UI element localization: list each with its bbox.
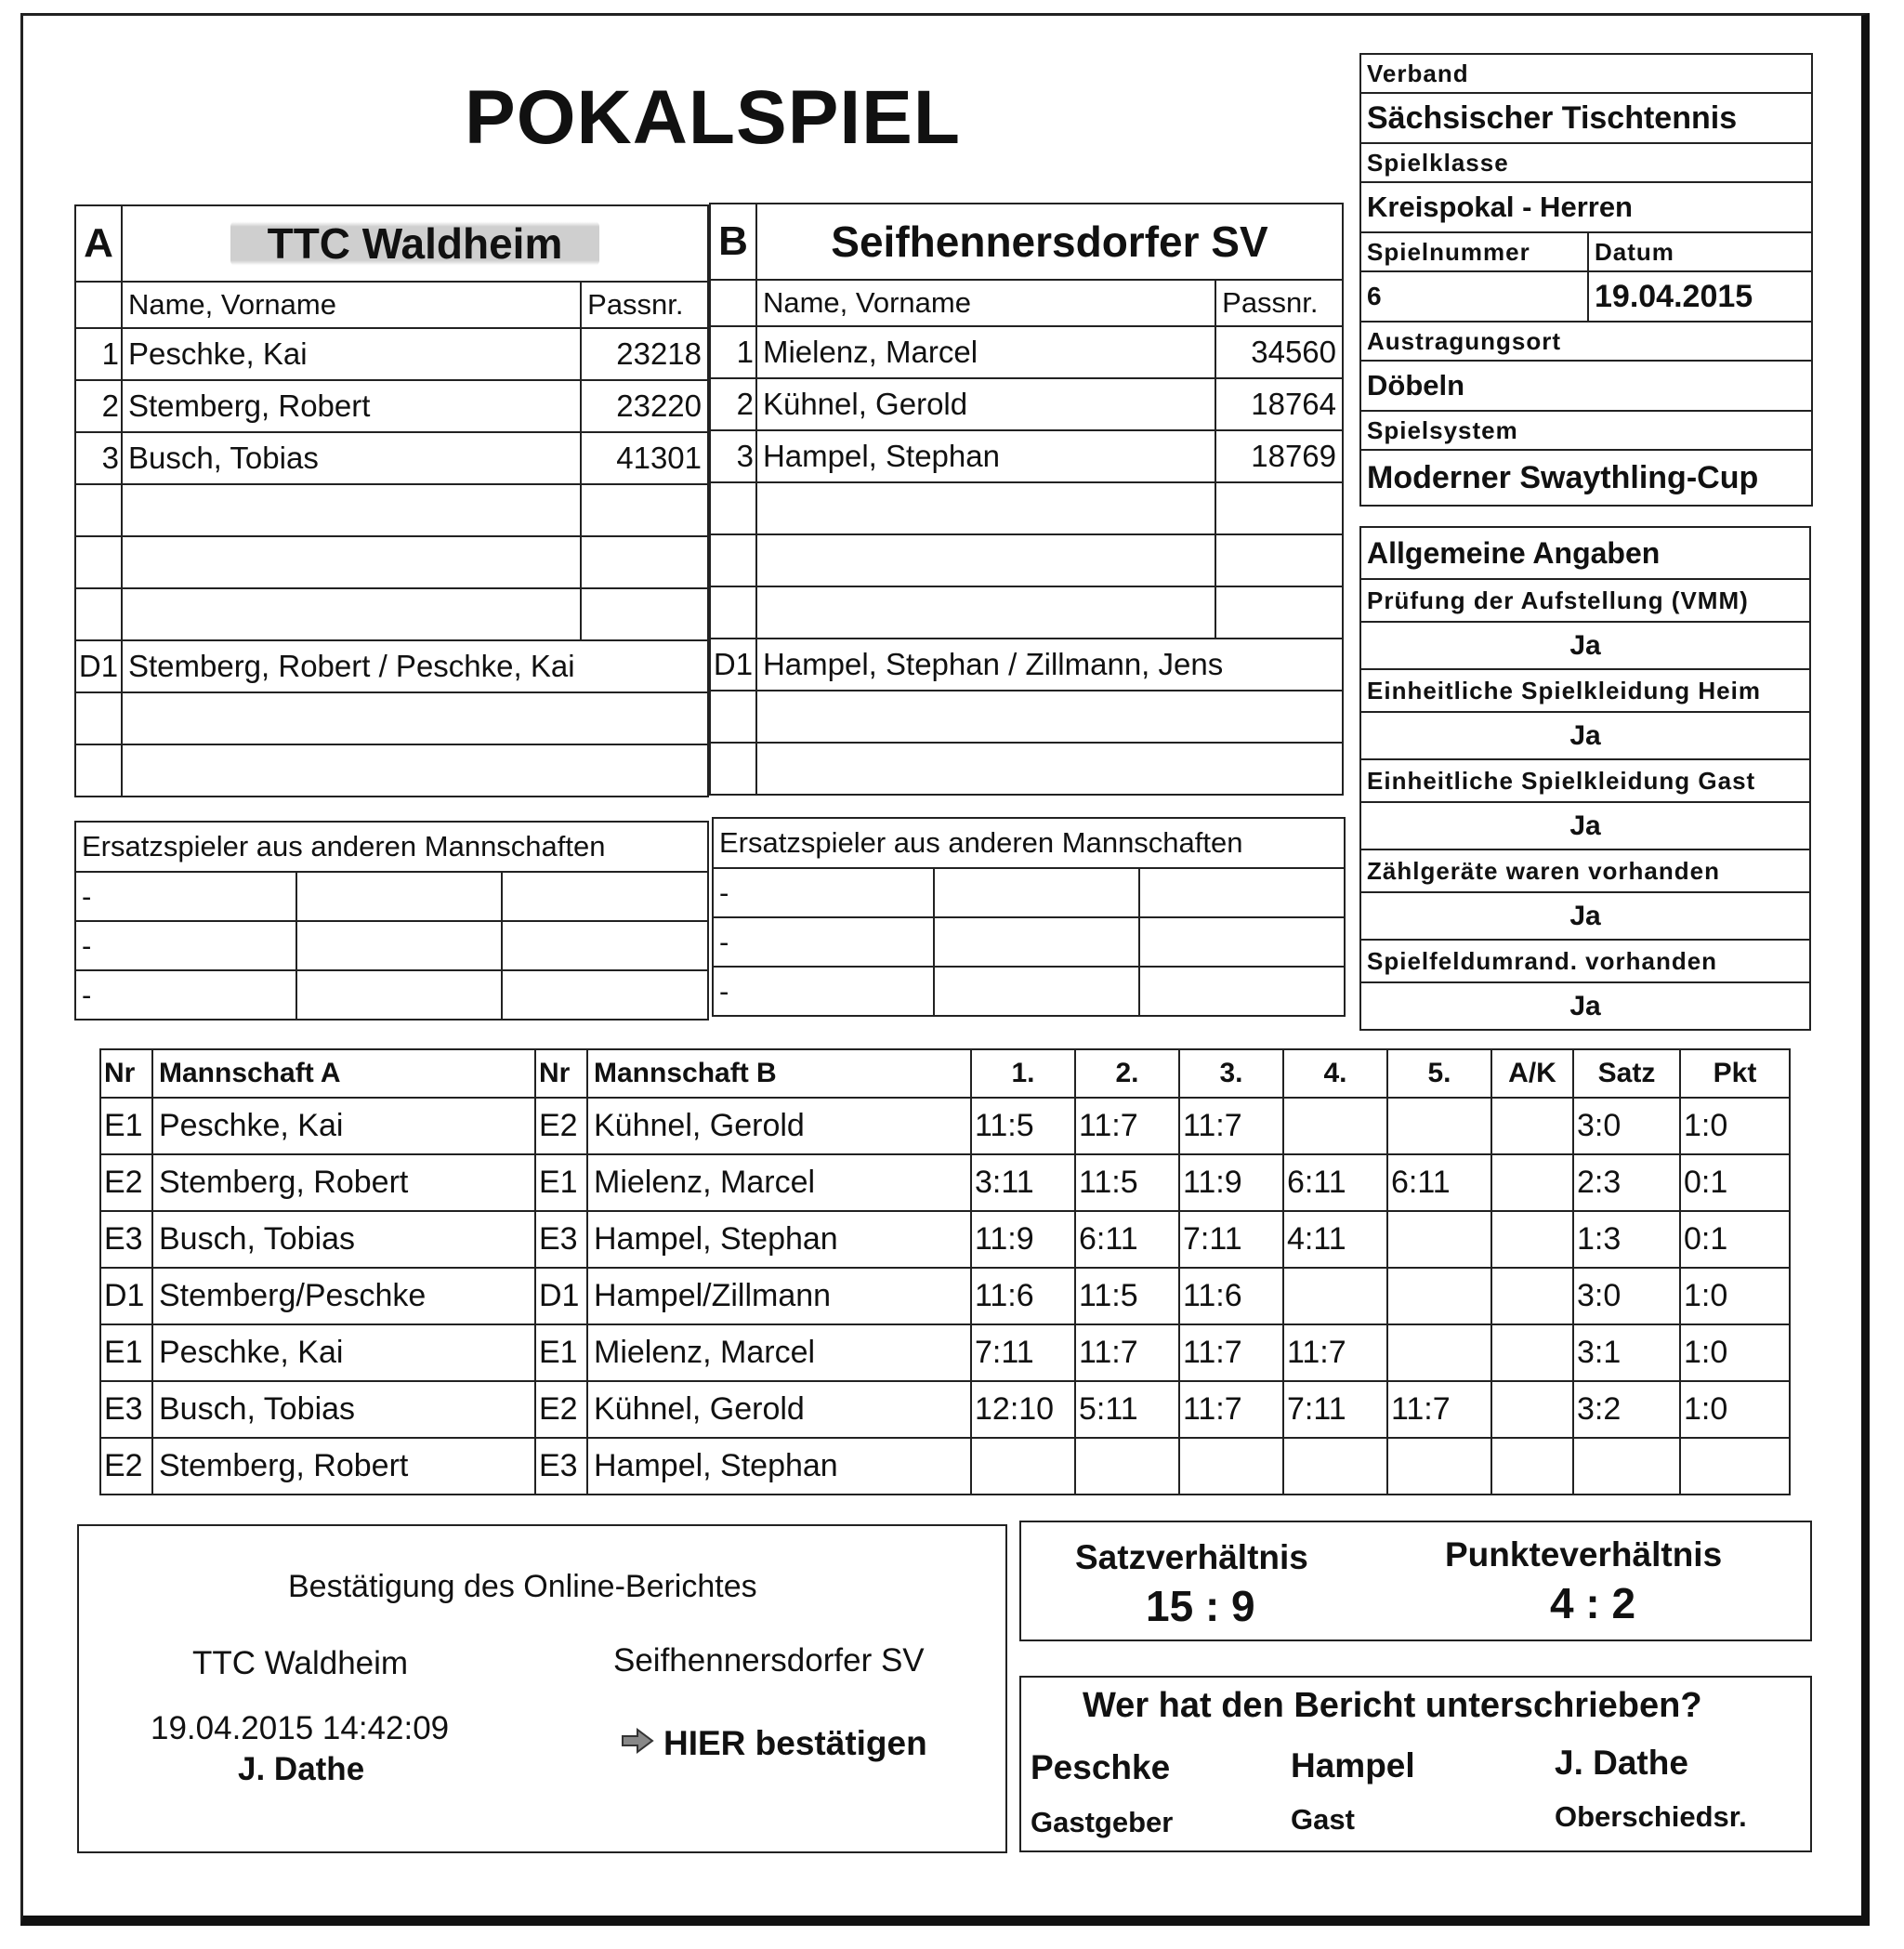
player-num: 1 <box>75 328 122 380</box>
set-score: 5:11 <box>1075 1381 1179 1438</box>
player-num: 3 <box>710 430 756 482</box>
team-a-player-row <box>75 432 708 484</box>
signatures-question: Wer hat den Bericht unterschrieben? <box>1083 1686 1702 1725</box>
team-b-col-pass: Passnr. <box>1215 280 1343 326</box>
player-name: Hampel, Stephan <box>756 430 1215 482</box>
double-pair: Hampel, Stephan / Zillmann, Jens <box>756 639 1343 691</box>
player-num: 1 <box>710 326 756 378</box>
empty-row <box>710 482 1343 534</box>
set-score: 11:5 <box>971 1098 1075 1154</box>
match-pkt: 0:1 <box>1680 1211 1790 1268</box>
satz-label: Satzverhältnis <box>1075 1538 1308 1576</box>
match-player-b: Mielenz, Marcel <box>587 1154 971 1211</box>
match-satz: 3:0 <box>1573 1098 1680 1154</box>
empty-row <box>710 743 1343 795</box>
set-score: 11:7 <box>1179 1098 1283 1154</box>
set-score: 11:7 <box>1387 1381 1491 1438</box>
empty-row <box>710 534 1343 586</box>
set-score: 11:9 <box>1179 1154 1283 1211</box>
set-score: 3:11 <box>971 1154 1075 1211</box>
team-a-name: TTC Waldheim <box>230 219 600 268</box>
set-score: 12:10 <box>971 1381 1075 1438</box>
match-pkt: 1:0 <box>1680 1098 1790 1154</box>
header-team-b: Mannschaft B <box>587 1049 971 1098</box>
general-item-value: Ja <box>1360 712 1810 759</box>
punkte-label: Punkteverhältnis <box>1445 1535 1723 1574</box>
match-info-panel <box>1359 53 1813 507</box>
set-score <box>1387 1438 1491 1495</box>
match-player-b: Mielenz, Marcel <box>587 1324 971 1381</box>
ersatz-b-table <box>712 817 1346 1017</box>
empty-row <box>75 692 708 744</box>
ersatz-entry: - <box>713 967 934 1016</box>
empty-row <box>710 586 1343 639</box>
spielsystem-label: Spielsystem <box>1360 411 1812 450</box>
set-score <box>1283 1098 1387 1154</box>
match-nr-b: E3 <box>535 1211 587 1268</box>
player-pass: 23218 <box>581 328 708 380</box>
match-pkt: 1:0 <box>1680 1324 1790 1381</box>
team-a-player-row <box>75 328 708 380</box>
arrow-right-icon <box>621 1724 656 1763</box>
set-score: 7:11 <box>971 1324 1075 1381</box>
match-ak <box>1491 1098 1573 1154</box>
match-satz: 3:2 <box>1573 1381 1680 1438</box>
empty-row <box>75 744 708 797</box>
spielklasse-label: Spielklasse <box>1360 143 1812 182</box>
datum-label: Datum <box>1588 232 1812 271</box>
ort-value: Döbeln <box>1360 361 1812 411</box>
set-score <box>1283 1268 1387 1324</box>
player-name: Kühnel, Gerold <box>756 378 1215 430</box>
match-satz <box>1573 1438 1680 1495</box>
team-b-col-name: Name, Vorname <box>756 280 1215 326</box>
verband-label: Verband <box>1360 54 1812 93</box>
set-score: 6:11 <box>1387 1154 1491 1211</box>
team-b-player-row <box>710 326 1343 378</box>
set-score: 11:5 <box>1075 1268 1179 1324</box>
header-set-4: 4. <box>1283 1049 1387 1098</box>
general-item-value: Ja <box>1360 982 1810 1030</box>
match-pkt: 1:0 <box>1680 1268 1790 1324</box>
match-pkt: 1:0 <box>1680 1381 1790 1438</box>
match-nr-b: D1 <box>535 1268 587 1324</box>
set-score: 7:11 <box>1179 1211 1283 1268</box>
signer-name: Peschke <box>1031 1748 1171 1786</box>
match-row <box>100 1324 1790 1381</box>
match-nr-b: E1 <box>535 1324 587 1381</box>
set-score <box>1387 1211 1491 1268</box>
ersatz-entry: - <box>713 868 934 917</box>
match-pkt: 0:1 <box>1680 1154 1790 1211</box>
set-score: 11:5 <box>1075 1154 1179 1211</box>
set-score: 11:7 <box>1179 1381 1283 1438</box>
player-pass: 18764 <box>1215 378 1343 430</box>
set-score: 11:9 <box>971 1211 1075 1268</box>
match-player-a: Peschke, Kai <box>152 1098 535 1154</box>
empty-row <box>710 691 1343 743</box>
match-nr-b: E1 <box>535 1154 587 1211</box>
confirm-button[interactable] <box>621 1724 927 1763</box>
team-b-letter: B <box>710 204 756 280</box>
header-set-5: 5. <box>1387 1049 1491 1098</box>
general-item-value: Ja <box>1360 622 1810 669</box>
player-pass: 18769 <box>1215 430 1343 482</box>
match-ak <box>1491 1438 1573 1495</box>
confirmation-team-a: TTC Waldheim <box>192 1645 409 1681</box>
satz-value: 15 : 9 <box>1146 1582 1255 1630</box>
general-item-value: Ja <box>1360 802 1810 849</box>
match-row <box>100 1211 1790 1268</box>
match-nr-a: E1 <box>100 1098 152 1154</box>
team-b-player-row <box>710 378 1343 430</box>
match-nr-b: E2 <box>535 1098 587 1154</box>
match-pkt <box>1680 1438 1790 1495</box>
player-num: 3 <box>75 432 122 484</box>
set-score: 6:11 <box>1075 1211 1179 1268</box>
signer-role: Gast <box>1291 1803 1355 1836</box>
set-score: 11:7 <box>1075 1098 1179 1154</box>
double-label: D1 <box>710 639 756 691</box>
match-nr-a: E1 <box>100 1324 152 1381</box>
match-satz: 1:3 <box>1573 1211 1680 1268</box>
team-a-letter: A <box>75 205 122 282</box>
match-nr-a: E3 <box>100 1211 152 1268</box>
spielnummer-value: 6 <box>1360 271 1588 322</box>
player-name: Stemberg, Robert <box>122 380 581 432</box>
verband-value: Sächsischer Tischtennis <box>1360 93 1812 143</box>
general-item-label: Spielfeldumrand. vorhanden <box>1360 940 1810 982</box>
player-pass: 41301 <box>581 432 708 484</box>
player-name: Peschke, Kai <box>122 328 581 380</box>
signer-name: J. Dathe <box>1555 1744 1688 1782</box>
set-score: 4:11 <box>1283 1211 1387 1268</box>
ort-label: Austragungsort <box>1360 322 1812 361</box>
header-team-a: Mannschaft A <box>152 1049 535 1098</box>
empty-row <box>75 588 708 640</box>
match-ak <box>1491 1211 1573 1268</box>
general-info-panel <box>1359 526 1811 1031</box>
set-score: 11:7 <box>1179 1324 1283 1381</box>
double-pair: Stemberg, Robert / Peschke, Kai <box>122 640 708 692</box>
match-nr-a: E2 <box>100 1438 152 1495</box>
match-player-b: Hampel, Stephan <box>587 1438 971 1495</box>
set-score <box>1387 1324 1491 1381</box>
header-satz: Satz <box>1573 1049 1680 1098</box>
team-b-player-row <box>710 430 1343 482</box>
match-player-a: Stemberg, Robert <box>152 1154 535 1211</box>
match-row <box>100 1268 1790 1324</box>
empty-row <box>75 536 708 588</box>
confirmation-team-b: Seifhennersdorfer SV <box>613 1642 925 1679</box>
match-ak <box>1491 1268 1573 1324</box>
match-player-a: Stemberg, Robert <box>152 1438 535 1495</box>
match-ak <box>1491 1154 1573 1211</box>
punkte-value: 4 : 2 <box>1550 1579 1636 1627</box>
signer-role: Oberschiedsr. <box>1555 1800 1747 1833</box>
team-b-name: Seifhennersdorfer SV <box>756 204 1343 280</box>
header-ak: A/K <box>1491 1049 1573 1098</box>
confirmation-timestamp: 19.04.2015 14:42:09 <box>151 1710 450 1746</box>
spielsystem-value: Moderner Swaythling-Cup <box>1360 450 1812 506</box>
confirmation-name: J. Dathe <box>238 1751 365 1787</box>
ersatz-entry: - <box>713 917 934 967</box>
team-a-col-pass: Passnr. <box>581 282 708 328</box>
header-set-3: 3. <box>1179 1049 1283 1098</box>
team-a-table <box>74 204 709 797</box>
match-row <box>100 1438 1790 1495</box>
general-item-label: Einheitliche Spielkleidung Gast <box>1360 759 1810 802</box>
player-pass: 34560 <box>1215 326 1343 378</box>
set-score: 11:6 <box>1179 1268 1283 1324</box>
spielnummer-label: Spielnummer <box>1360 232 1588 271</box>
player-name: Busch, Tobias <box>122 432 581 484</box>
set-score <box>1387 1098 1491 1154</box>
match-player-b: Hampel/Zillmann <box>587 1268 971 1324</box>
general-item-value: Ja <box>1360 892 1810 940</box>
general-item-label: Einheitliche Spielkleidung Heim <box>1360 669 1810 712</box>
match-row <box>100 1154 1790 1211</box>
results-table <box>99 1048 1791 1495</box>
header-pkt: Pkt <box>1680 1049 1790 1098</box>
team-b-table <box>709 203 1344 796</box>
set-score: 11:7 <box>1075 1324 1179 1381</box>
set-score: 6:11 <box>1283 1154 1387 1211</box>
player-pass: 23220 <box>581 380 708 432</box>
match-row <box>100 1381 1790 1438</box>
set-score <box>1387 1268 1491 1324</box>
player-num: 2 <box>710 378 756 430</box>
match-player-a: Busch, Tobias <box>152 1211 535 1268</box>
confirmation-title: Bestätigung des Online-Berichtes <box>288 1569 757 1604</box>
set-score <box>971 1438 1075 1495</box>
match-player-a: Stemberg/Peschke <box>152 1268 535 1324</box>
set-score: 11:7 <box>1283 1324 1387 1381</box>
match-nr-a: D1 <box>100 1268 152 1324</box>
match-row <box>100 1098 1790 1154</box>
empty-row <box>75 484 708 536</box>
match-ak <box>1491 1381 1573 1438</box>
spielklasse-value: Kreispokal - Herren <box>1360 182 1812 232</box>
team-a-player-row <box>75 380 708 432</box>
player-name: Mielenz, Marcel <box>756 326 1215 378</box>
set-score: 11:6 <box>971 1268 1075 1324</box>
match-player-b: Kühnel, Gerold <box>587 1381 971 1438</box>
set-score <box>1075 1438 1179 1495</box>
match-player-a: Busch, Tobias <box>152 1381 535 1438</box>
general-title: Allgemeine Angaben <box>1360 527 1810 579</box>
double-label: D1 <box>75 640 122 692</box>
header-nr-b: Nr <box>535 1049 587 1098</box>
player-num: 2 <box>75 380 122 432</box>
match-player-b: Kühnel, Gerold <box>587 1098 971 1154</box>
match-satz: 3:1 <box>1573 1324 1680 1381</box>
team-a-col-name: Name, Vorname <box>122 282 581 328</box>
ersatz-a-title: Ersatzspieler aus anderen Mannschaften <box>75 822 708 872</box>
match-satz: 3:0 <box>1573 1268 1680 1324</box>
ersatz-entry: - <box>75 921 296 970</box>
datum-value: 19.04.2015 <box>1588 271 1812 322</box>
ersatz-a-table <box>74 821 709 1021</box>
match-nr-b: E2 <box>535 1381 587 1438</box>
page-title: POKALSPIEL <box>465 75 961 160</box>
match-nr-a: E3 <box>100 1381 152 1438</box>
team-a-double-row <box>75 640 708 692</box>
set-score <box>1283 1438 1387 1495</box>
match-nr-b: E3 <box>535 1438 587 1495</box>
team-b-double-row <box>710 639 1343 691</box>
match-satz: 2:3 <box>1573 1154 1680 1211</box>
signer-name: Hampel <box>1291 1746 1415 1784</box>
match-ak <box>1491 1324 1573 1381</box>
set-score <box>1179 1438 1283 1495</box>
ersatz-entry: - <box>75 970 296 1020</box>
ersatz-entry: - <box>75 872 296 921</box>
confirm-button-label: HIER bestätigen <box>663 1724 927 1762</box>
header-set-2: 2. <box>1075 1049 1179 1098</box>
header-nr-a: Nr <box>100 1049 152 1098</box>
match-player-b: Hampel, Stephan <box>587 1211 971 1268</box>
match-player-a: Peschke, Kai <box>152 1324 535 1381</box>
header-set-1: 1. <box>971 1049 1075 1098</box>
general-item-label: Zählgeräte waren vorhanden <box>1360 849 1810 892</box>
match-nr-a: E2 <box>100 1154 152 1211</box>
signer-role: Gastgeber <box>1031 1806 1174 1838</box>
general-item-label: Prüfung der Aufstellung (VMM) <box>1360 579 1810 622</box>
ersatz-b-title: Ersatzspieler aus anderen Mannschaften <box>713 818 1345 868</box>
results-header <box>100 1049 1790 1098</box>
set-score: 7:11 <box>1283 1381 1387 1438</box>
